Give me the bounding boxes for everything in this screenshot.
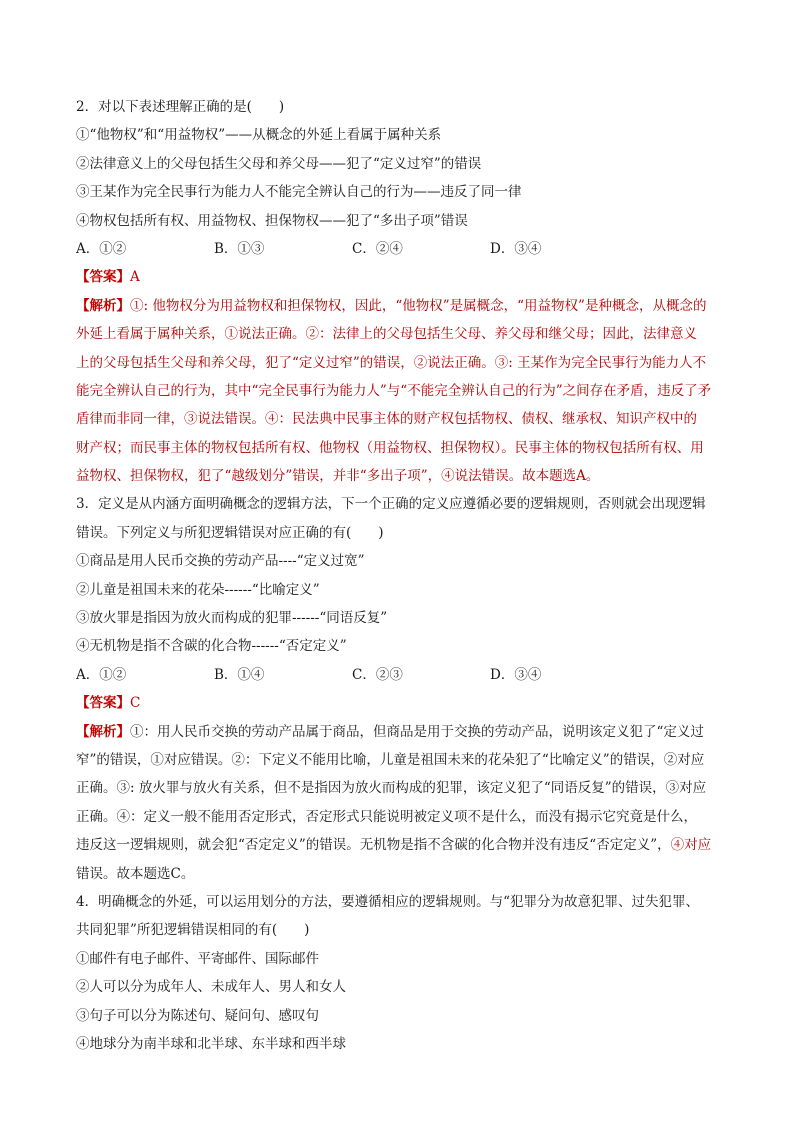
question-2-answer [76, 263, 726, 291]
analysis-tag: 【解析】 [76, 297, 130, 314]
option-d: D．③④ [490, 666, 542, 683]
answer-tag: 【答案】 [76, 269, 130, 286]
answer-value: A [130, 269, 140, 286]
question-4-item-4: ④地球分为南半球和北半球、东半球和西半球 [76, 1035, 346, 1052]
question-2-analysis-line-2: 外延上看属于属种关系，①说法正确。②：法律上的父母包括生父母、养父母和继父母；因此，法律意义 [76, 326, 697, 343]
question-2-analysis-line-7: 益物权、担保物权，犯了“越级划分”错误，并非“多出子项”，④说法错误。故本题选A。 [76, 468, 600, 485]
option-a: A．①② [76, 666, 127, 683]
option-b: B．①④ [214, 666, 265, 683]
analysis-tag: 【解析】 [76, 723, 130, 740]
question-3-analysis-line-1 [76, 718, 726, 746]
question-3-item-4: ④无机物是指不含碳的化合物------“否定定义” [76, 638, 347, 655]
question-3-analysis-line-3: 正确。③: 放火罪与放火有关系，但不是指因为放火而构成的犯罪，该定义犯了“同语反复”的错误，③对应 [76, 780, 707, 797]
question-2-item-3: ③王某作为完全民事行为能力人不能完全辨认自己的行为——违反了同一律 [76, 184, 522, 201]
question-4-item-2: ②人可以分为成年人、未成年人、男人和女人 [76, 979, 346, 996]
question-4-item-3: ③句子可以分为陈述句、疑问句、感叹句 [76, 1007, 319, 1024]
question-2-options [76, 235, 726, 263]
question-3-stem-line-2: 错误。下列定义与所犯逻辑错误对应正确的有( ) [76, 524, 384, 541]
question-2-item-1: ①“他物权”和“用益物权”——从概念的外延上看属于属种关系 [76, 127, 442, 144]
question-2-analysis-line-3: 上的父母包括生父母和养父母，犯了“定义过窄”的错误，②说法正确。③: 王某作为完全民事行为能力人不 [76, 354, 707, 371]
document-content [76, 93, 726, 1058]
question-3-answer [76, 689, 726, 717]
analysis-text: ①：用人民币交换的劳动产品属于商品，但商品是用于交换的劳动产品，说明该定义犯了“定义过 [130, 723, 704, 740]
question-3-analysis-line-6: 错误。故本题选C。 [76, 865, 195, 882]
question-3-item-3: ③放火罪是指因为放火而构成的犯罪------“同语反复” [76, 610, 388, 627]
question-3-analysis-line-5 [76, 831, 726, 859]
option-b: B．①③ [214, 240, 265, 257]
question-2-item-2: ②法律意义上的父母包括生父母和养父母——犯了“定义过窄”的错误 [76, 155, 482, 172]
answer-value: C [130, 695, 141, 712]
question-2-stem: 2．对以下表述理解正确的是( ) [76, 99, 285, 115]
question-2-analysis-line-5: 盾律而非同一律，③说法错误。④：民法典中民事主体的财产权包括物权、债权、继承权、知识产权中的 [76, 411, 697, 428]
question-2-analysis-line-1 [76, 292, 726, 320]
answer-tag: 【答案】 [76, 695, 130, 712]
option-a: A．①② [76, 240, 127, 257]
option-c: C．②③ [352, 666, 403, 683]
question-4-item-1: ①邮件有电子邮件、平寄邮件、国际邮件 [76, 950, 319, 967]
question-2-analysis-line-6: 财产权；而民事主体的物权包括所有权、他物权（用益物权、担保物权）。民事主体的物权包括所有权、用 [76, 439, 704, 456]
analysis-text: 违反这一逻辑规则，就会犯“否定定义”的错误。无机物是指不含碳的化合物并没有违反“否定定义”， [76, 837, 671, 854]
question-2-item-4: ④物权包括所有权、用益物权、担保物权——犯了“多出子项”错误 [76, 212, 468, 229]
option-c: C．②④ [352, 240, 403, 257]
question-4-stem-line-1: 4．明确概念的外延，可以运用划分的方法，要遵循相应的逻辑规则。与“犯罪分为故意犯罪、过失犯罪、 [76, 893, 699, 910]
question-3-analysis-line-4: 正确。④：定义一般不能用否定形式，否定形式只能说明被定义项不是什么，而没有揭示它究竟是什么， [76, 808, 697, 825]
question-3-options [76, 661, 726, 689]
option-d: D．③④ [490, 240, 542, 257]
question-2-analysis-line-4: 能完全辨认自己的行为，其中“完全民事行为能力人”与“不能完全辨认自己的行为”之间存在矛盾，违反了矛 [76, 382, 712, 399]
question-3-item-2: ②儿童是祖国未来的花朵------“比喻定义” [76, 581, 320, 598]
analysis-red-tail: ④对应 [670, 837, 712, 854]
question-3-analysis-line-2: 窄”的错误，①对应错误。②：下定义不能用比喻，儿童是祖国未来的花朵犯了“比喻定义”的错误，②对应 [76, 751, 705, 768]
question-3-item-1: ①商品是用人民币交换的劳动产品----“定义过宽” [76, 553, 365, 570]
question-3-stem-line-1: 3．定义是从内涵方面明确概念的逻辑方法，下一个正确的定义应遵循必要的逻辑规则，否则就会出现逻辑 [76, 496, 706, 513]
analysis-text: ①: 他物权分为用益物权和担保物权，因此，“他物权”是属概念，“用益物权”是种概念，从概念的 [130, 297, 707, 314]
question-4-stem-line-2: 共同犯罪”所犯逻辑错误相同的有( ) [76, 922, 310, 939]
